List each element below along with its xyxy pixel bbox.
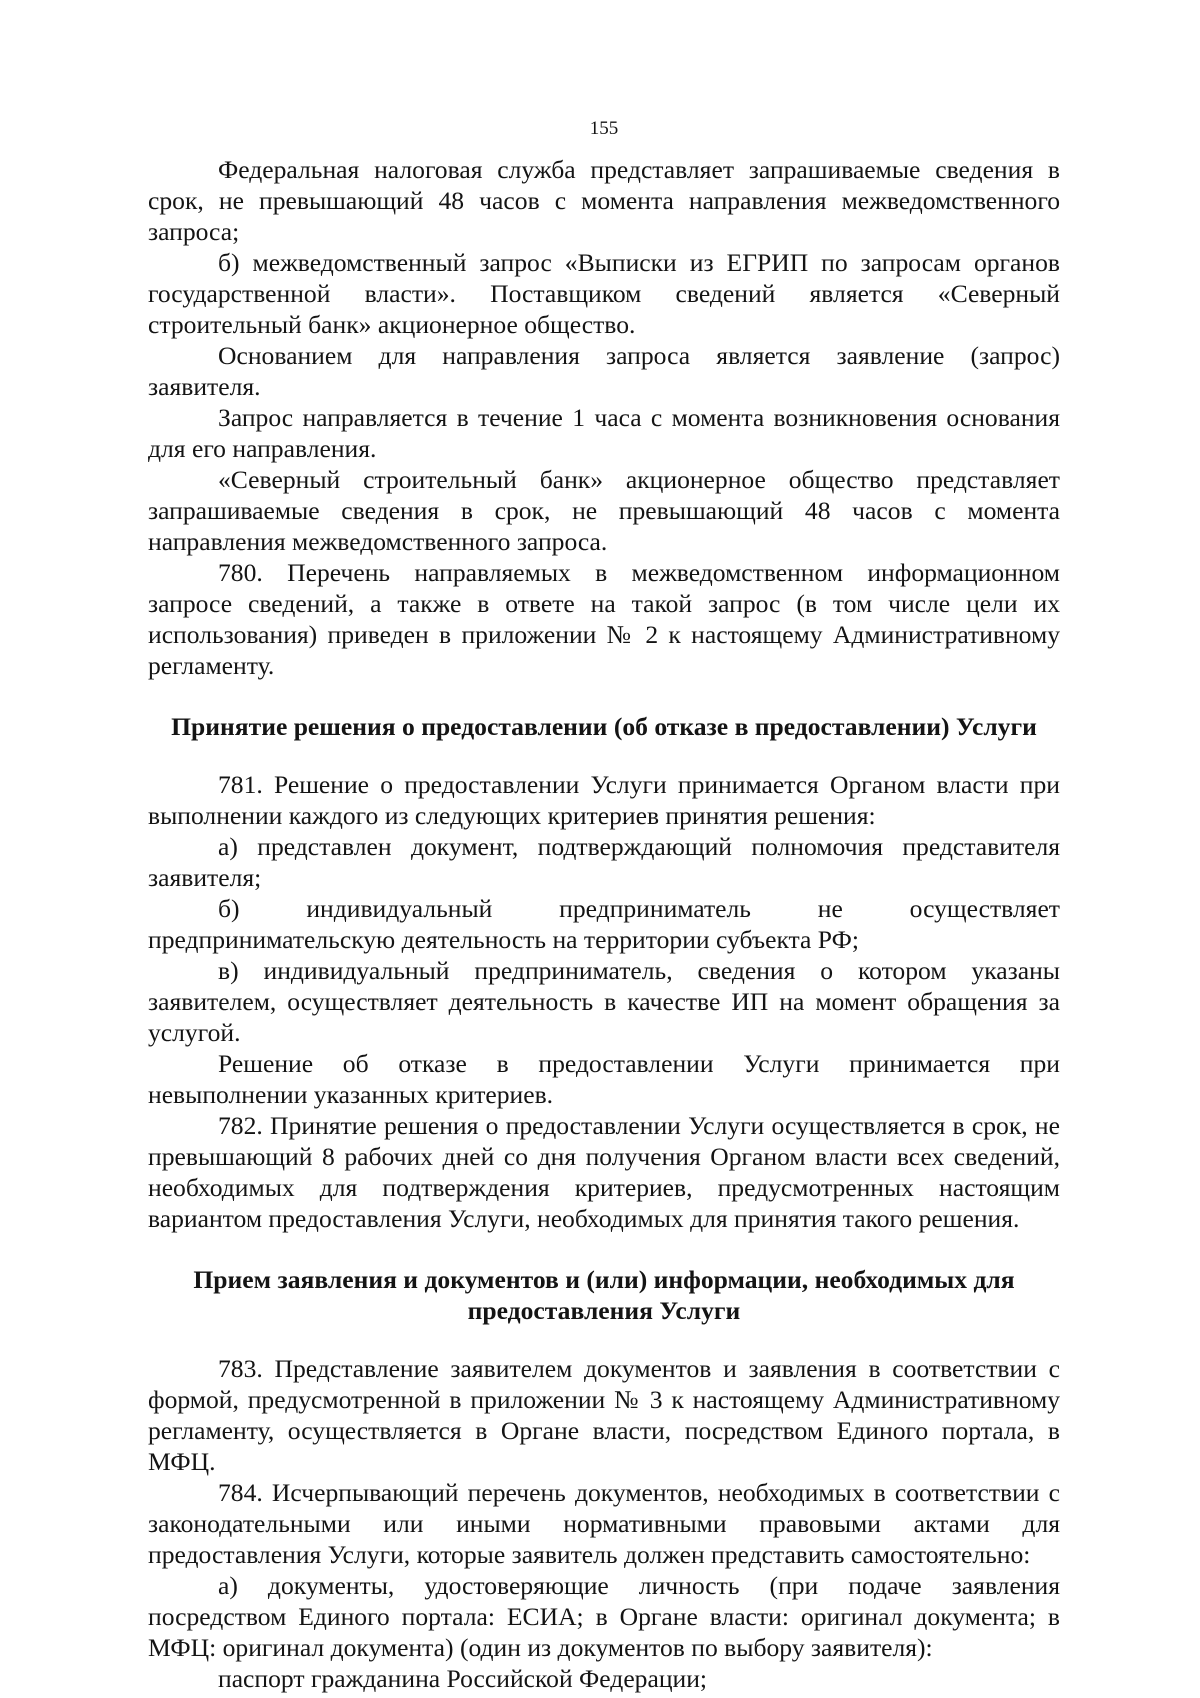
paragraph: а) представлен документ, подтверждающий полномочия представителя заявителя; <box>148 832 1060 892</box>
paragraph: Решение об отказе в предоставлении Услуги принимается при невыполнении указанных критериев. <box>148 1049 1060 1109</box>
page-number: 155 <box>589 118 619 139</box>
paragraph: Запрос направляется в течение 1 часа с момента возникновения основания для его направления. <box>148 403 1060 463</box>
paragraph: паспорт гражданина Российской Федерации; <box>218 1664 708 1693</box>
paragraph: Федеральная налоговая служба представляет запрашиваемые сведения в срок, не превышающий 48 часов с момента направления межведомственного запроса; <box>148 155 1060 246</box>
paragraph: а) документы, удостоверяющие личность (при подаче заявления посредством Единого портала: ЕСИА; в Органе власти: оригинал документа; в МФЦ: оригинал документа) (один из документов по выбору заявителя): <box>148 1571 1060 1662</box>
section-heading: Прием заявления и документов и (или) информации, необходимых для предоставления Услуги <box>193 1265 1015 1325</box>
paragraph: в) индивидуальный предприниматель, сведения о котором указаны заявителем, осуществляет деятельность в качестве ИП на момент обращения за услугой. <box>148 956 1060 1047</box>
paragraph: 781. Решение о предоставлении Услуги принимается Органом власти при выполнении каждого из следующих критериев принятия решения: <box>148 770 1060 830</box>
paragraph: 784. Исчерпывающий перечень документов, необходимых в соответствии с законодательными или иными нормативными правовыми актами для предоставления Услуги, которые заявитель должен представить самостоятельно: <box>148 1478 1060 1569</box>
paragraph: 780. Перечень направляемых в межведомственном информационном запросе сведений, а также в ответе на такой запрос (в том числе цели их использования) приведен в приложении № 2 к настоящему Административному регламенту. <box>148 558 1060 680</box>
section-heading: Принятие решения о предоставлении (об отказе в предоставлении) Услуги <box>171 712 1037 741</box>
paragraph: «Северный строительный банк» акционерное общество представляет запрашиваемые сведения в срок, не превышающий 48 часов с момента направления межведомственного запроса. <box>148 465 1060 556</box>
paragraph: 783. Представление заявителем документов и заявления в соответствии с формой, предусмотренной в приложении № 3 к настоящему Административному регламенту, осуществляется в Органе власти, посредством Единого портала, в МФЦ. <box>148 1354 1060 1476</box>
paragraph: б) индивидуальный предприниматель не осуществляет предпринимательскую деятельность на территории субъекта РФ; <box>148 894 1060 954</box>
paragraph: Основанием для направления запроса является заявление (запрос) заявителя. <box>148 341 1060 401</box>
paragraph: б) межведомственный запрос «Выписки из ЕГРИП по запросам органов государственной власти». Поставщиком сведений является «Северный строительный банк» акционерное общество. <box>148 248 1060 339</box>
paragraph: 782. Принятие решения о предоставлении Услуги осуществляется в срок, не превышающий 8 рабочих дней со дня получения Органом власти всех сведений, необходимых для подтверждения критериев, предусмотренных настоящим вариантом предоставления Услуги, необходимых для принятия такого решения. <box>148 1111 1060 1233</box>
